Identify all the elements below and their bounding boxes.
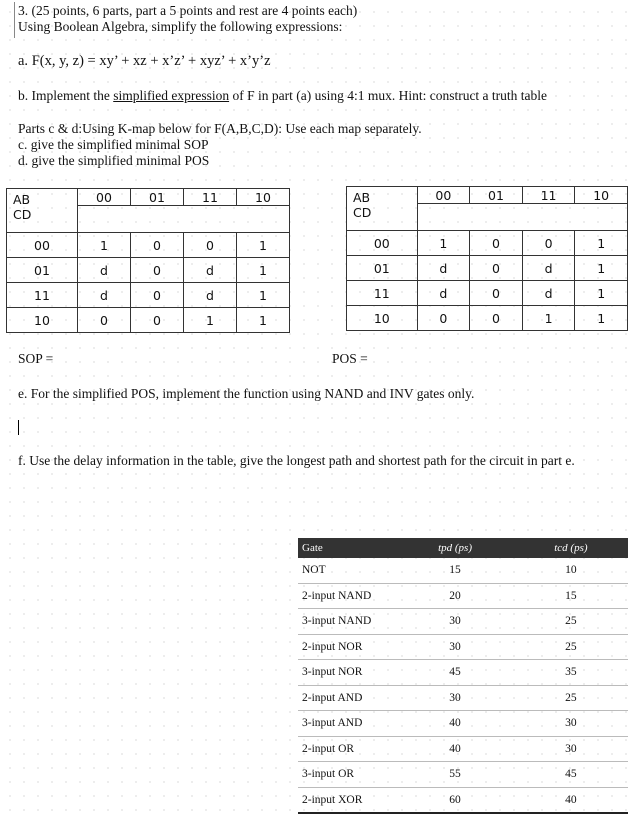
table-row [298, 660, 628, 686]
gate-name: 2-input NAND [298, 583, 396, 609]
part-b-link: simplified expression [113, 88, 230, 103]
tpd-value: 30 [396, 609, 513, 635]
kmap-cell: 1 [522, 306, 575, 331]
tcd-value: 25 [514, 685, 628, 711]
kmap-cell: 0 [78, 308, 131, 333]
row-header: 01 [7, 258, 78, 283]
column-header: tcd (ps) [514, 538, 628, 558]
sop-label: SOP = [18, 351, 54, 366]
table-row [298, 583, 628, 609]
gate-name: 3-input NAND [298, 609, 396, 635]
table-row [298, 736, 628, 762]
kmap-cell: 1 [575, 306, 628, 331]
col-header: 11 [522, 187, 575, 204]
row-header: 00 [7, 233, 78, 258]
tpd-value: 40 [396, 711, 513, 737]
tpd-value: 20 [396, 583, 513, 609]
col-header: 10 [575, 187, 628, 204]
ab-label: AB [13, 192, 31, 207]
kmap-cell: 0 [470, 256, 523, 281]
column-header: Gate [298, 538, 396, 558]
row-header: 11 [7, 283, 78, 308]
kmap-cell: 0 [470, 281, 523, 306]
kmap-row [7, 258, 290, 283]
kmap-cell: d [184, 258, 237, 283]
kmap-cell: d [417, 281, 470, 306]
tcd-value: 30 [514, 711, 628, 737]
part-f: f. Use the delay information in the table, give the longest path and shortest path for the circuit in part e. [18, 453, 575, 468]
gate-delay-table [298, 538, 628, 814]
row-header: 11 [347, 281, 418, 306]
part-a [18, 53, 271, 70]
tpd-value: 30 [396, 634, 513, 660]
part-c: c. give the simplified minimal SOP [18, 137, 209, 152]
cd-label: CD [353, 205, 372, 220]
table-row [298, 609, 628, 635]
kmap-spacer [78, 206, 290, 233]
kmap-row [347, 281, 628, 306]
kmap-cell: 1 [237, 258, 290, 283]
kmap-cell: d [522, 281, 575, 306]
kmap-cell: 0 [470, 306, 523, 331]
kmap-row [7, 233, 290, 258]
table-row [298, 634, 628, 660]
table-row [298, 558, 628, 583]
col-header: 01 [470, 187, 523, 204]
col-header: 00 [417, 187, 470, 204]
row-header: 10 [347, 306, 418, 331]
kmap-cell: 1 [575, 281, 628, 306]
col-header: 11 [184, 189, 237, 206]
kmap-cell: d [417, 256, 470, 281]
part-a-prefix: a. [18, 53, 29, 69]
gate-name: 2-input NOR [298, 634, 396, 660]
kmap-cell: 1 [237, 233, 290, 258]
gate-name: 2-input AND [298, 685, 396, 711]
table-row [298, 762, 628, 788]
kmap-cell: 1 [575, 256, 628, 281]
col-header: 10 [237, 189, 290, 206]
text-cursor [18, 420, 19, 435]
gate-name: 3-input OR [298, 762, 396, 788]
gate-name: 2-input OR [298, 736, 396, 762]
part-a-expression: F(x, y, z) = xy’ + xz + x’z’ + xyz’ + x’y’z [31, 53, 271, 69]
page-margin-line [14, 2, 15, 38]
kmap-row [347, 231, 628, 256]
ab-label: AB [353, 190, 371, 205]
question-instructions: Using Boolean Algebra, simplify the following expressions: [18, 19, 343, 34]
tpd-value: 45 [396, 660, 513, 686]
column-header: tpd (ps) [396, 538, 513, 558]
col-header: 00 [78, 189, 131, 206]
part-b [18, 88, 547, 104]
table-row [298, 685, 628, 711]
part-e: e. For the simplified POS, implement the function using NAND and INV gates only. [18, 386, 475, 401]
question-header: 3. (25 points, 6 parts, part a 5 points and rest are 4 points each) [18, 3, 358, 18]
tcd-value: 25 [514, 609, 628, 635]
parts-cd-intro: Parts c & d:Using K-map below for F(A,B,C,D): Use each map separately. [18, 121, 422, 136]
table-row [298, 787, 628, 813]
kmap-cell: 0 [131, 258, 184, 283]
row-header: 01 [347, 256, 418, 281]
kmap-cell: 0 [184, 233, 237, 258]
kmap-cell: 1 [237, 308, 290, 333]
table-row [298, 711, 628, 737]
kmap-left [6, 188, 290, 333]
kmap-corner [7, 189, 78, 233]
cd-label: CD [13, 207, 32, 222]
kmap-cell: 0 [131, 283, 184, 308]
kmap-cell: 1 [78, 233, 131, 258]
kmap-spacer [417, 204, 627, 231]
part-d: d. give the simplified minimal POS [18, 153, 210, 168]
tcd-value: 45 [514, 762, 628, 788]
tpd-value: 55 [396, 762, 513, 788]
kmap-cell: d [78, 283, 131, 308]
tcd-value: 35 [514, 660, 628, 686]
tcd-value: 15 [514, 583, 628, 609]
kmap-cell: 1 [184, 308, 237, 333]
tcd-value: 40 [514, 787, 628, 813]
part-b-prefix: b. Implement the [18, 88, 114, 103]
kmap-row [347, 306, 628, 331]
gate-name: 3-input NOR [298, 660, 396, 686]
kmap-right [346, 186, 628, 331]
pos-label: POS = [332, 351, 368, 366]
kmap-cell: 0 [131, 233, 184, 258]
kmap-row [7, 283, 290, 308]
kmap-corner [347, 187, 418, 231]
row-header: 10 [7, 308, 78, 333]
kmap-cell: d [522, 256, 575, 281]
col-header: 01 [131, 189, 184, 206]
part-b-suffix: of F in part (a) using 4:1 mux. Hint: construct a truth table [229, 88, 548, 103]
tpd-value: 60 [396, 787, 513, 813]
tpd-value: 15 [396, 558, 513, 583]
kmap-cell: 0 [417, 306, 470, 331]
kmap-row [7, 308, 290, 333]
gate-name: 2-input XOR [298, 787, 396, 813]
kmap-cell: 0 [470, 231, 523, 256]
tcd-value: 25 [514, 634, 628, 660]
row-header: 00 [347, 231, 418, 256]
kmap-cell: 1 [237, 283, 290, 308]
kmap-cell: 0 [131, 308, 184, 333]
gate-name: 3-input AND [298, 711, 396, 737]
table-header-row [298, 538, 628, 558]
tpd-value: 30 [396, 685, 513, 711]
tpd-value: 40 [396, 736, 513, 762]
kmap-cell: 1 [417, 231, 470, 256]
kmap-cell: 1 [575, 231, 628, 256]
gate-name: NOT [298, 558, 396, 583]
kmap-row [347, 256, 628, 281]
kmap-cell: d [78, 258, 131, 283]
tcd-value: 10 [514, 558, 628, 583]
kmap-cell: 0 [522, 231, 575, 256]
kmap-cell: d [184, 283, 237, 308]
tcd-value: 30 [514, 736, 628, 762]
